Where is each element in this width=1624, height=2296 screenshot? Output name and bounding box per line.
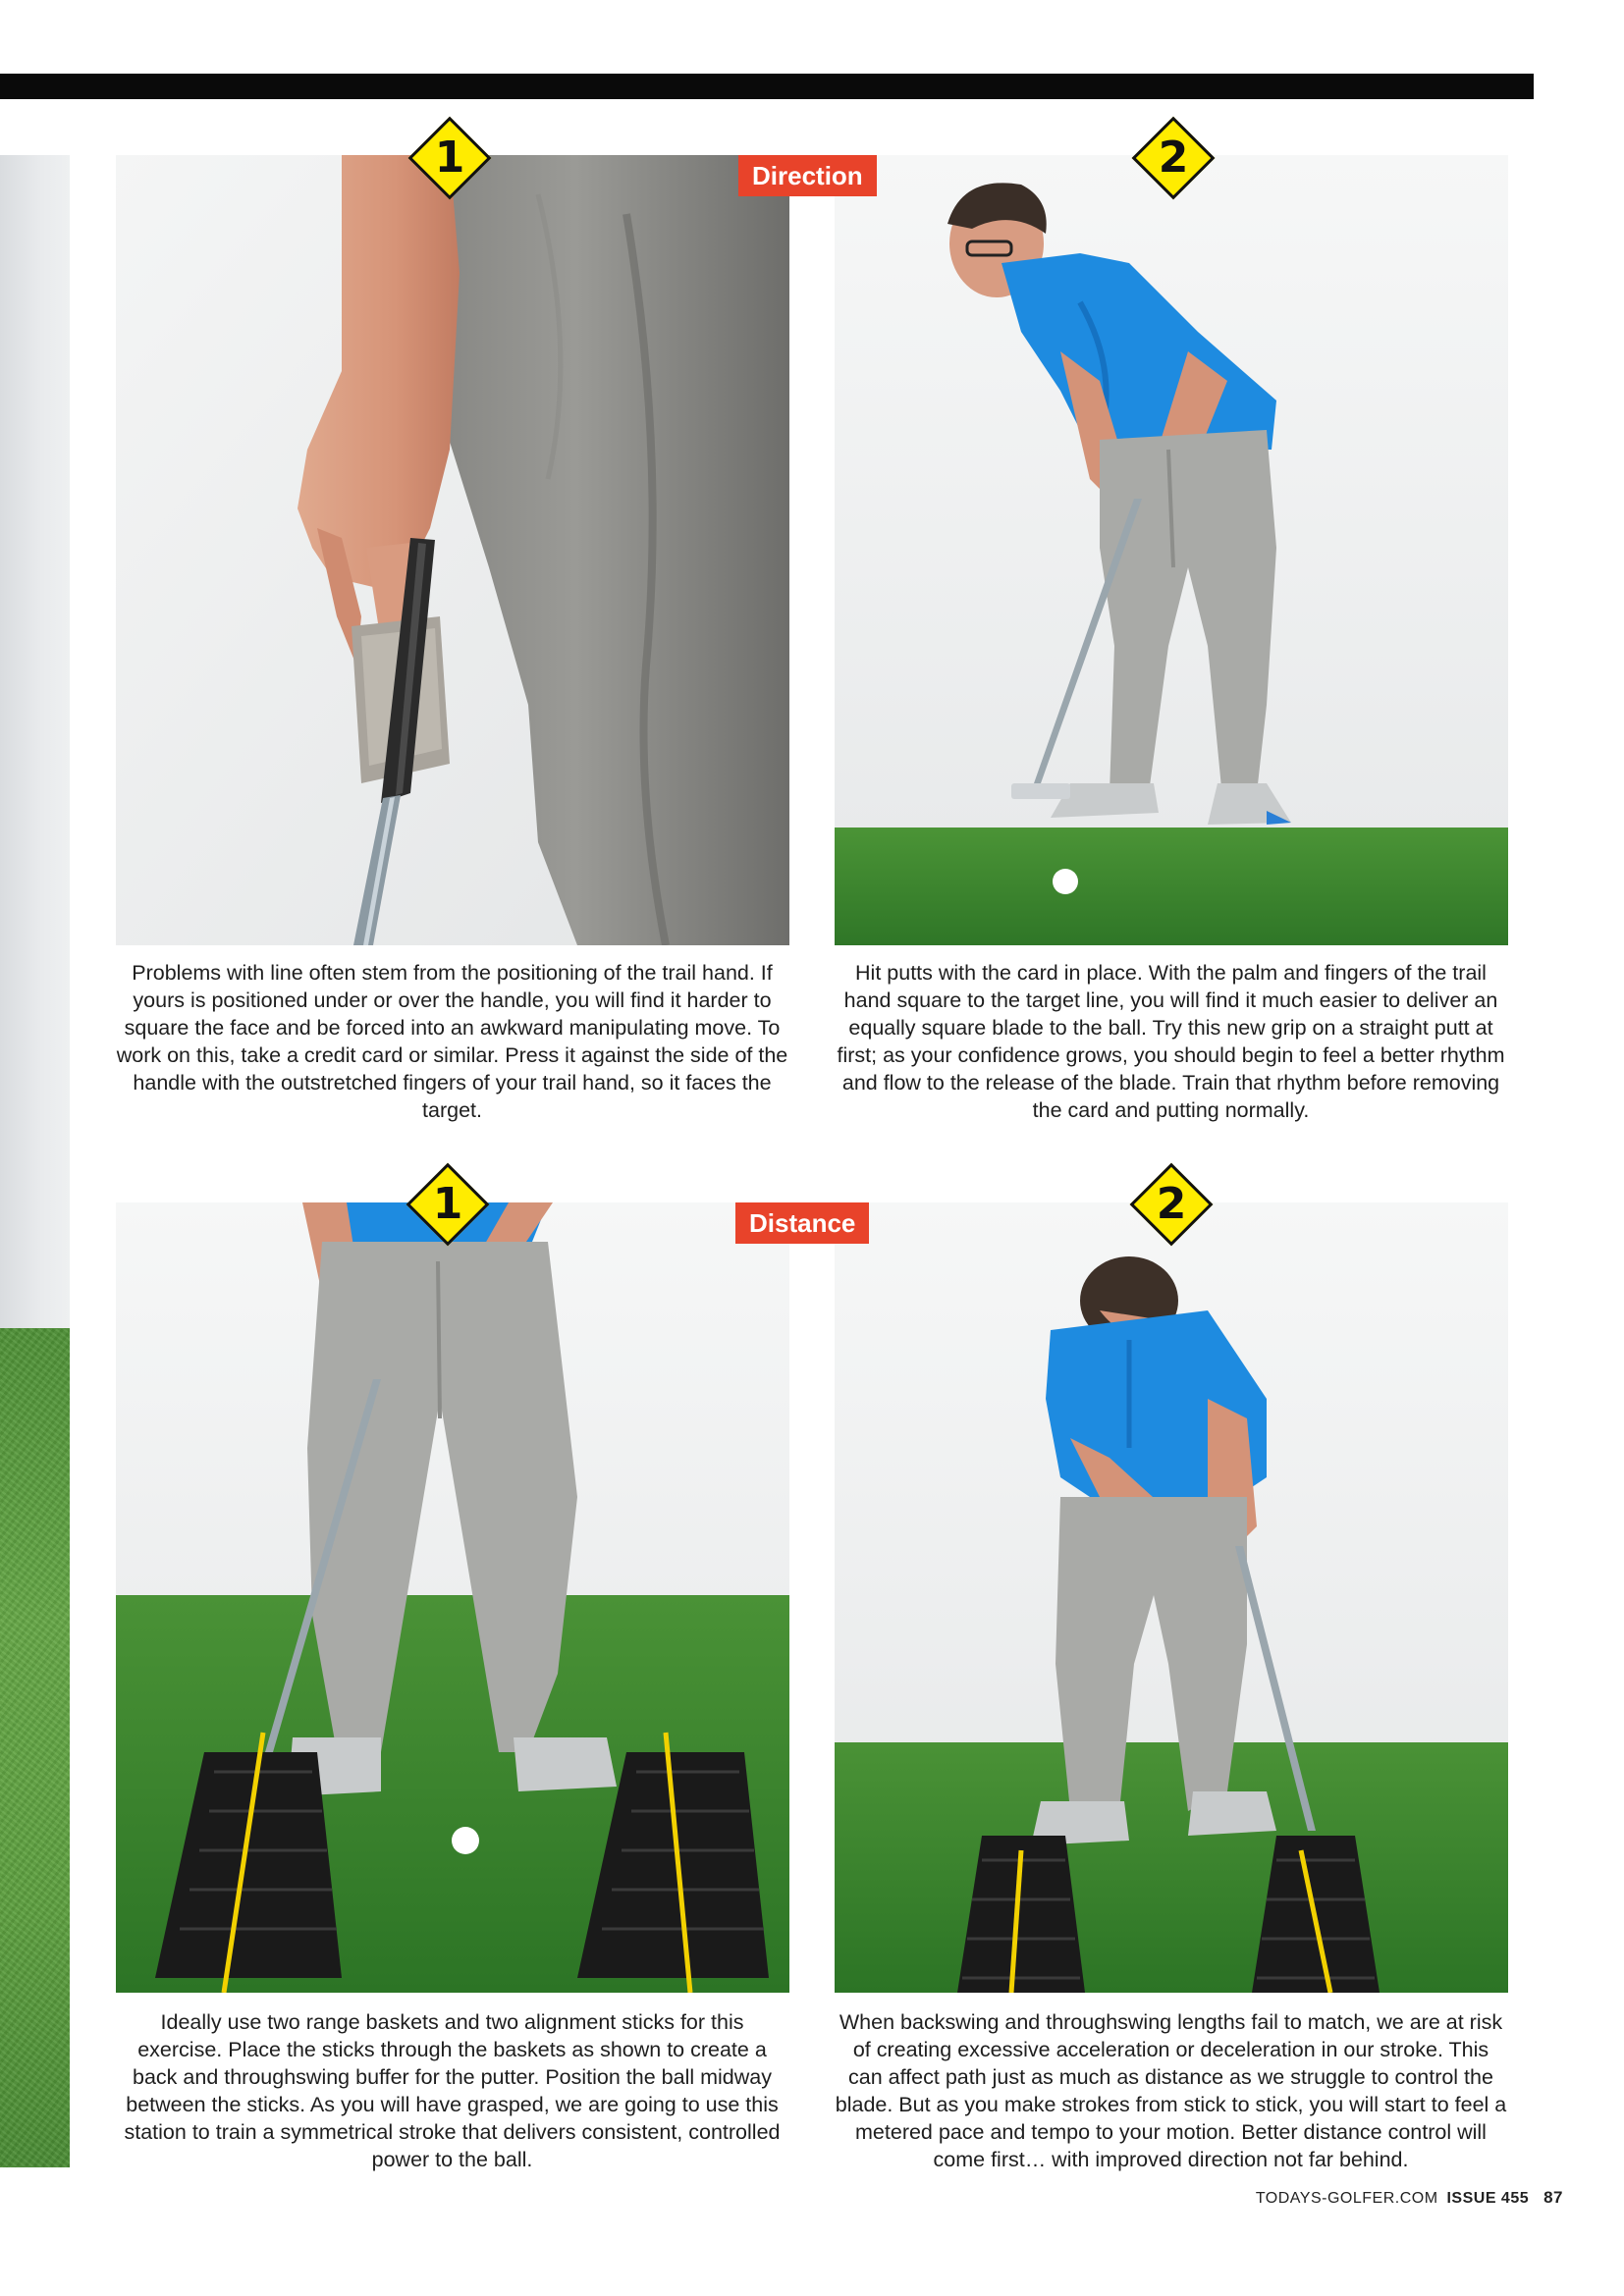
direction-step-2-number-badge — [1131, 116, 1216, 200]
left-photo-strip-turf — [0, 1328, 70, 2167]
distance-step-1-number-badge — [406, 1162, 490, 1247]
direction-step-1-photo — [116, 155, 789, 945]
distance-step-2-number-badge — [1129, 1162, 1214, 1247]
section-tag-direction: Direction — [738, 155, 877, 196]
left-photo-strip-backdrop — [0, 155, 70, 1328]
footer-issue: ISSUE 455 — [1446, 2190, 1530, 2207]
badge-number: 1 — [432, 1179, 463, 1229]
direction-step-1-caption: Problems with line often stem from the positioning of the trail hand. If yours is positioned under or over the handle, you will find it harder to square the face and be forced into an awkward manipulating move. To work on this, take a credit card or similar. Press it against the side of the handle with the outstretched fingers of your trail hand, so it faces the target. — [116, 961, 788, 1122]
distance-step-1-caption: Ideally use two range baskets and two alignment sticks for this exercise. Place the sticks through the baskets as shown to create a back and throughswing buffer for the putter. Position the ball midway between the sticks. As you will have grasped, we are going to use this station to train a symmetrical stroke that delivers consistent, controlled power to the ball. — [124, 2010, 781, 2171]
footer-site: TODAYS-GOLFER.COM — [1255, 2190, 1438, 2207]
page-footer — [1256, 2188, 1563, 2208]
badge-number: 1 — [434, 133, 465, 183]
header-rule — [0, 74, 1534, 99]
direction-step-1-number-badge — [407, 116, 492, 200]
distance-step-1-photo — [116, 1202, 789, 1993]
distance-step-2-caption: When backswing and throughswing lengths fail to match, we are at risk of creating excessive acceleration or deceleration in our stroke. This can affect path just as much as distance as we struggle to control the blade. But as you make strokes from stick to stick, you will start to feel a metered pace and tempo to your motion. Better distance control will come first… with improved direction not far behind. — [835, 2010, 1507, 2171]
direction-step-2-caption: Hit putts with the card in place. With the palm and fingers of the trail hand square to the target line, you will find it much easier to deliver an equally square blade to the ball. Try this new grip on a straight putt at first; as your confidence grows, you should begin to feel a better rhythm and flow to the release of the blade. Train that rhythm before removing the card and putting normally. — [837, 961, 1505, 1122]
badge-number: 2 — [1158, 133, 1189, 183]
page-number: 87 — [1543, 2188, 1563, 2207]
distance-step-2-photo — [835, 1202, 1508, 1993]
badge-number: 2 — [1156, 1179, 1187, 1229]
section-tag-distance: Distance — [735, 1202, 869, 1244]
direction-step-2-photo — [835, 155, 1508, 945]
